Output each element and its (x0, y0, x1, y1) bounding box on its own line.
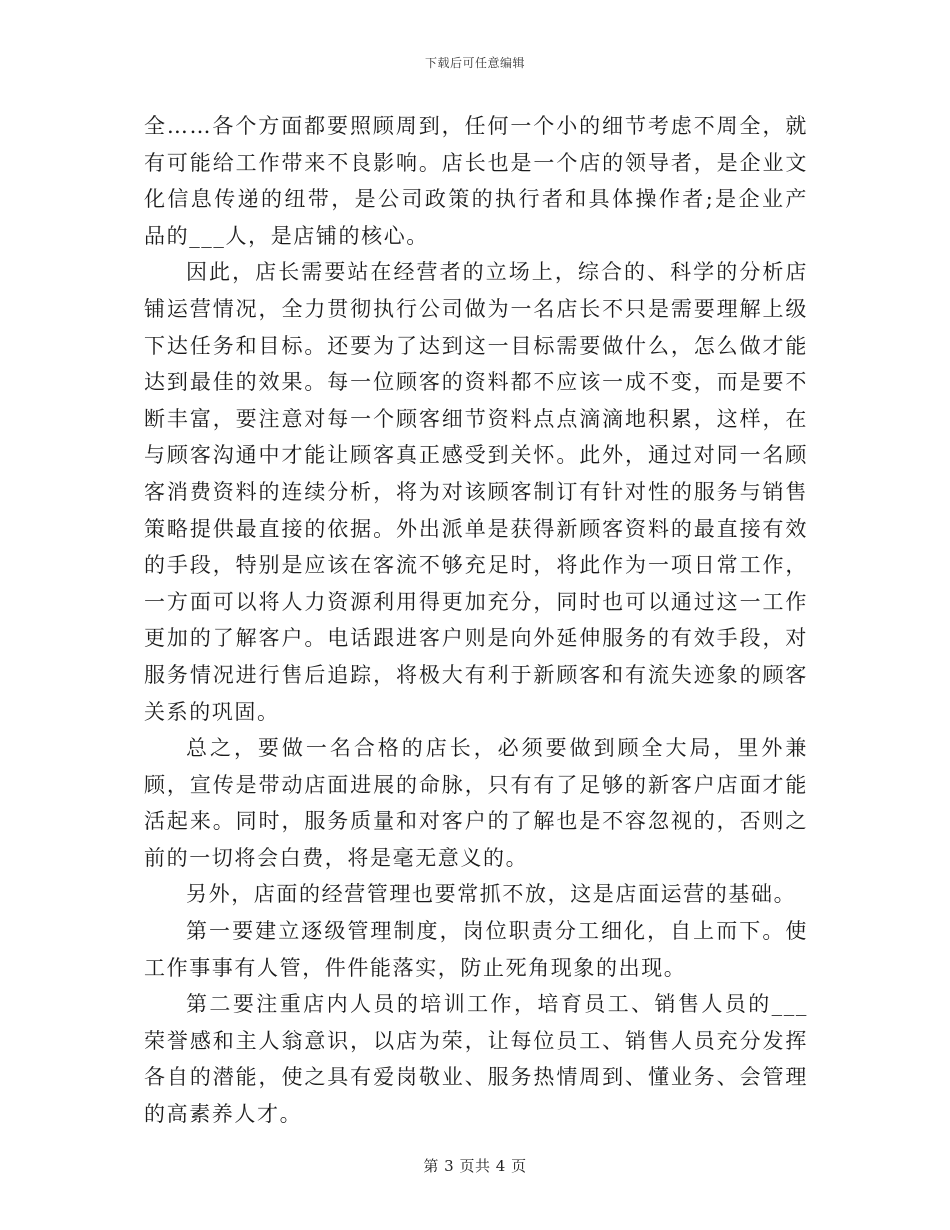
paragraph-management-basis: 另外，店面的经营管理也要常抓不放，这是店面运营的基础。 (186, 882, 797, 907)
paragraph-store-operations: 因此，店长需要站在经营者的立场上，综合的、科学的分析店铺运营情况，全力贯彻执行公司做为一名店长不只是需要理解上级下达任务和目标。还要为了达到这一目标需要做什么，怎么做才能达到最佳的效果。每一位顾客的资料都不应该一成不变，而是要不断丰富，要注意对每一个顾客细节资料点点滴滴地积累，这样，在与顾客沟通中才能让顾客真正感受到关怀。此外，通过对同一名顾客消费资料的连续分析，将为对该顾客制订有针对性的服务与销售策略提供最直接的依据。外出派单是获得新顾客资料的最直接有效的手段，特别是应该在客流不够充足时，将此作为一项日常工作，一方面可以将人力资源利用得更加充分，同时也可以通过这一工作更加的了解客户。电话跟进客户则是向外延伸服务的有效手段，对服务情况进行售后追踪，将极大有利于新顾客和有流失迹象的顾客关系的巩固。 (144, 260, 808, 724)
paragraph-second-point: 第二要注重店内人员的培训工作，培育员工、销售人员的___荣誉感和主人翁意识，以店为荣，让每位员工、销售人员充分发挥各自的潜能，使之具有爱岗敬业、服务热情周到、懂业务、会管理的高素养人才。 (144, 992, 808, 1127)
paragraph-first-point: 第一要建立逐级管理制度，岗位职责分工细化，自上而下。使工作事事有人管，件件能落实，防止死角现象的出现。 (144, 919, 808, 980)
page-footer: 第 3 页共 4 页 (423, 1157, 527, 1175)
page-header: 下载后可任意编辑 (424, 56, 525, 70)
paragraph-summary: 总之，要做一名合格的店长，必须要做到顾全大局，里外兼顾，宣传是带动店面进展的命脉，只有有了足够的新客户店面才能活起来。同时，服务质量和对客户的了解也是不容忽视的，否则之前的一切将会白费，将是毫无意义的。 (144, 736, 808, 870)
paragraph-continuation: 全……各个方面都要照顾周到，任何一个小的细节考虑不周全，就有可能给工作带来不良影响。店长也是一个店的领导者，是企业文化信息传递的纽带，是公司政策的执行者和具体操作者;是企业产品的___人，是店铺的核心。 (144, 114, 808, 248)
document-body (144, 108, 808, 1133)
